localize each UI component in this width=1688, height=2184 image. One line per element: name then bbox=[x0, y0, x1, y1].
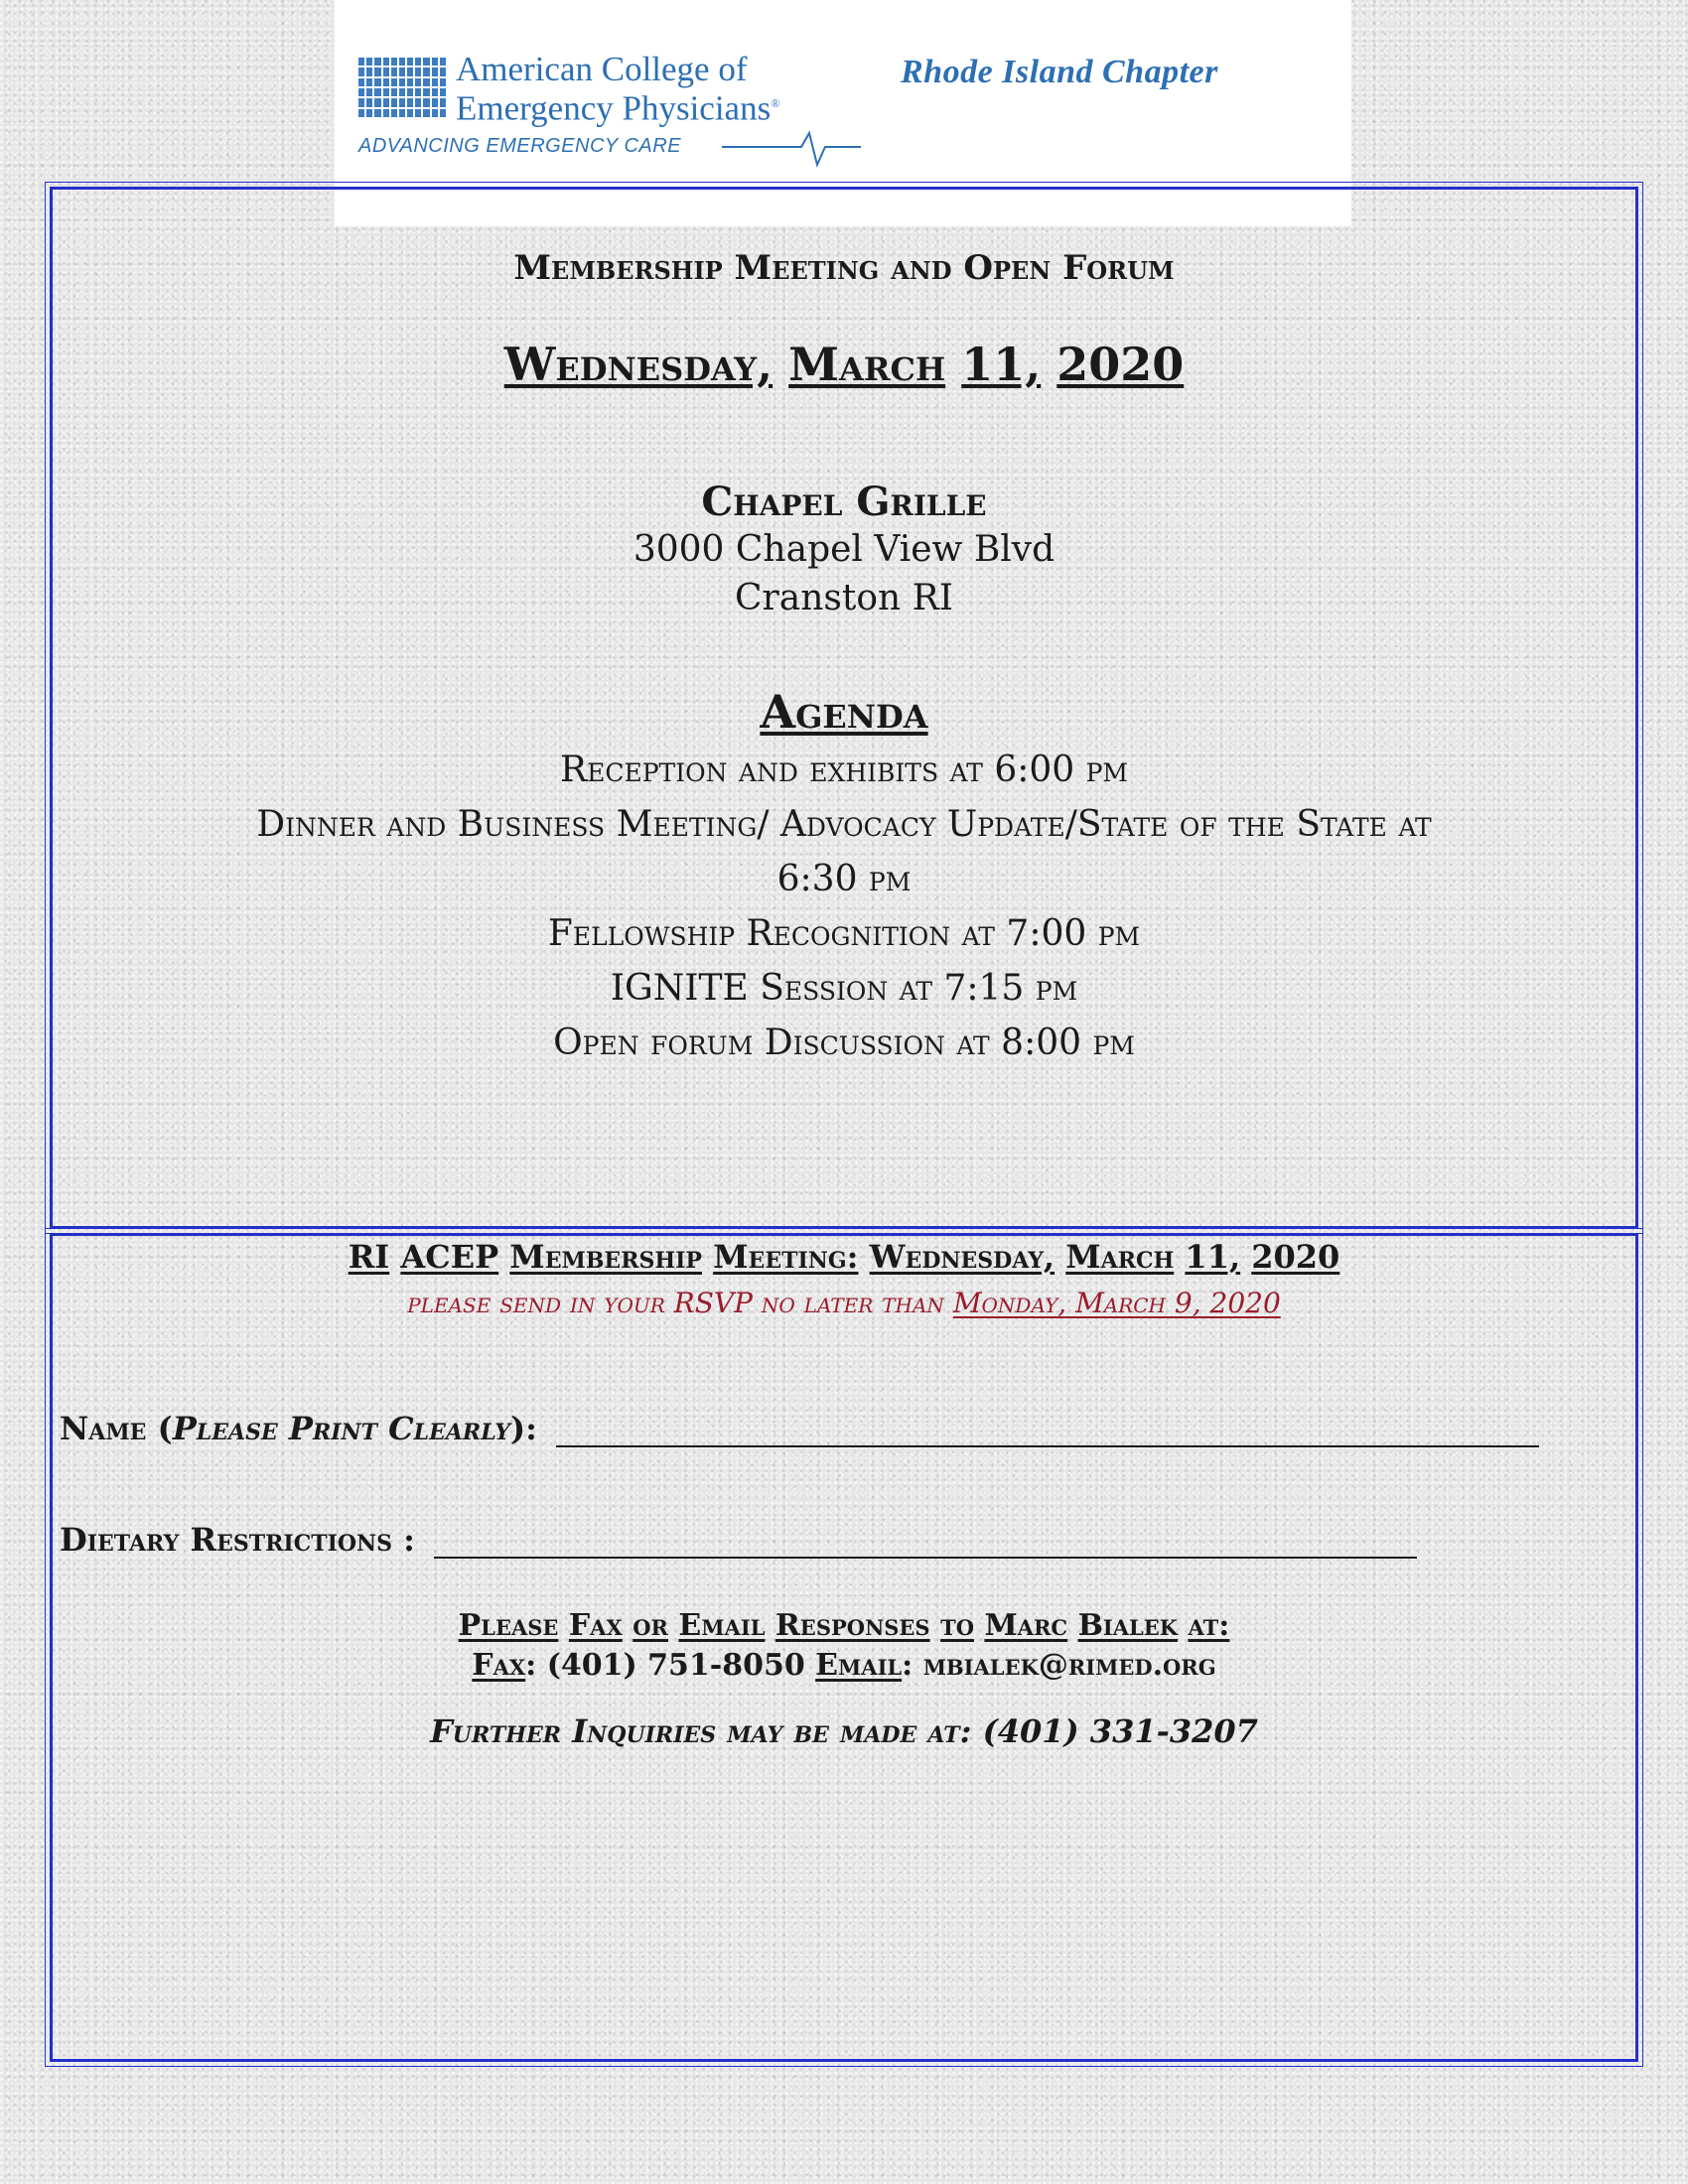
contact-responses: Responses bbox=[774, 1608, 930, 1643]
org-name bbox=[456, 52, 779, 126]
rsvp-title-meeting: Meeting: bbox=[713, 1238, 859, 1276]
rsvp-title-org: RI bbox=[348, 1238, 390, 1276]
rsvp-deadline-date: Monday, March 9, 2020 bbox=[952, 1287, 1281, 1319]
date-weekday: Wednesday, bbox=[503, 338, 774, 391]
agenda-item: Fellowship Recognition at 7:00 pm bbox=[547, 913, 1141, 954]
rsvp-title-day: 11, bbox=[1185, 1238, 1241, 1276]
agenda-item: Open forum Discussion at 8:00 pm bbox=[553, 1023, 1135, 1063]
org-name-line1: American College of bbox=[456, 50, 748, 88]
name-hint: Please Print Clearly bbox=[172, 1410, 510, 1447]
venue-street: 3000 Chapel View Blvd bbox=[633, 529, 1055, 570]
agenda-item: Reception and exhibits at 6:00 pm bbox=[559, 750, 1129, 790]
rsvp-title-month: March bbox=[1065, 1238, 1175, 1276]
venue-city: Cranston RI bbox=[735, 578, 953, 618]
name-field-row bbox=[60, 1410, 1539, 1447]
agenda-list bbox=[89, 743, 1599, 1070]
contact-instructions bbox=[50, 1608, 1638, 1643]
email-address[interactable]: : mbialek@rimed.org bbox=[902, 1648, 1216, 1683]
rsvp-deadline bbox=[50, 1287, 1638, 1319]
contact-fax-word: Fax bbox=[568, 1608, 623, 1643]
rsvp-title-year: 2020 bbox=[1251, 1238, 1340, 1276]
meeting-title: Membership Meeting and Open Forum bbox=[513, 248, 1175, 288]
date-month: March bbox=[788, 338, 946, 391]
rsvp-deadline-text: please send in your RSVP no later than bbox=[407, 1287, 944, 1319]
agenda-heading: Agenda bbox=[760, 685, 928, 739]
agenda-item: Dinner and Business Meeting/ Advocacy Update/State of the State at bbox=[256, 804, 1432, 845]
meeting-date bbox=[50, 338, 1638, 391]
ekg-line-icon bbox=[722, 127, 861, 171]
dietary-field-row bbox=[60, 1521, 1417, 1559]
agenda-item: IGNITE Session at 7:15 pm bbox=[610, 968, 1078, 1009]
org-name-line2: Emergency Physicians® bbox=[456, 88, 780, 128]
date-year: 2020 bbox=[1056, 338, 1185, 391]
contact-at-word: at: bbox=[1188, 1608, 1230, 1643]
contact-details bbox=[50, 1648, 1638, 1683]
name-label: Name ( bbox=[60, 1410, 173, 1447]
email-label: Email bbox=[815, 1648, 903, 1683]
chapter-name: Rhode Island Chapter bbox=[901, 54, 1218, 90]
acep-grid-icon bbox=[358, 58, 446, 117]
contact-marc: Marc bbox=[984, 1608, 1068, 1643]
contact-email-word: Email bbox=[678, 1608, 766, 1643]
name-blank-line[interactable] bbox=[556, 1418, 1539, 1447]
fax-number: : (401) 751-8050 bbox=[525, 1648, 805, 1683]
rsvp-title bbox=[50, 1238, 1638, 1276]
rsvp-title-membership: Membership bbox=[509, 1238, 702, 1276]
rsvp-title-acep: ACEP bbox=[400, 1238, 499, 1276]
registered-mark: ® bbox=[771, 96, 780, 110]
dietary-blank-line[interactable] bbox=[434, 1529, 1417, 1559]
fax-label: Fax bbox=[472, 1648, 526, 1683]
contact-please: Please bbox=[458, 1608, 559, 1643]
dietary-label: Dietary Restrictions : bbox=[60, 1521, 415, 1559]
contact-bialek: Bialek bbox=[1077, 1608, 1179, 1643]
name-label-suffix: ): bbox=[509, 1410, 537, 1447]
contact-to-word: to bbox=[940, 1608, 974, 1643]
contact-or-word: or bbox=[633, 1608, 668, 1643]
venue-name: Chapel Grille bbox=[701, 478, 987, 525]
further-inquiries: Further Inquiries may be made at: (401) 331-3207 bbox=[430, 1712, 1258, 1750]
date-day: 11, bbox=[961, 338, 1042, 391]
rsvp-title-weekday: Wednesday, bbox=[869, 1238, 1055, 1276]
org-tagline: ADVANCING EMERGENCY CARE bbox=[358, 135, 682, 157]
agenda-item: 6:30 pm bbox=[776, 859, 912, 899]
